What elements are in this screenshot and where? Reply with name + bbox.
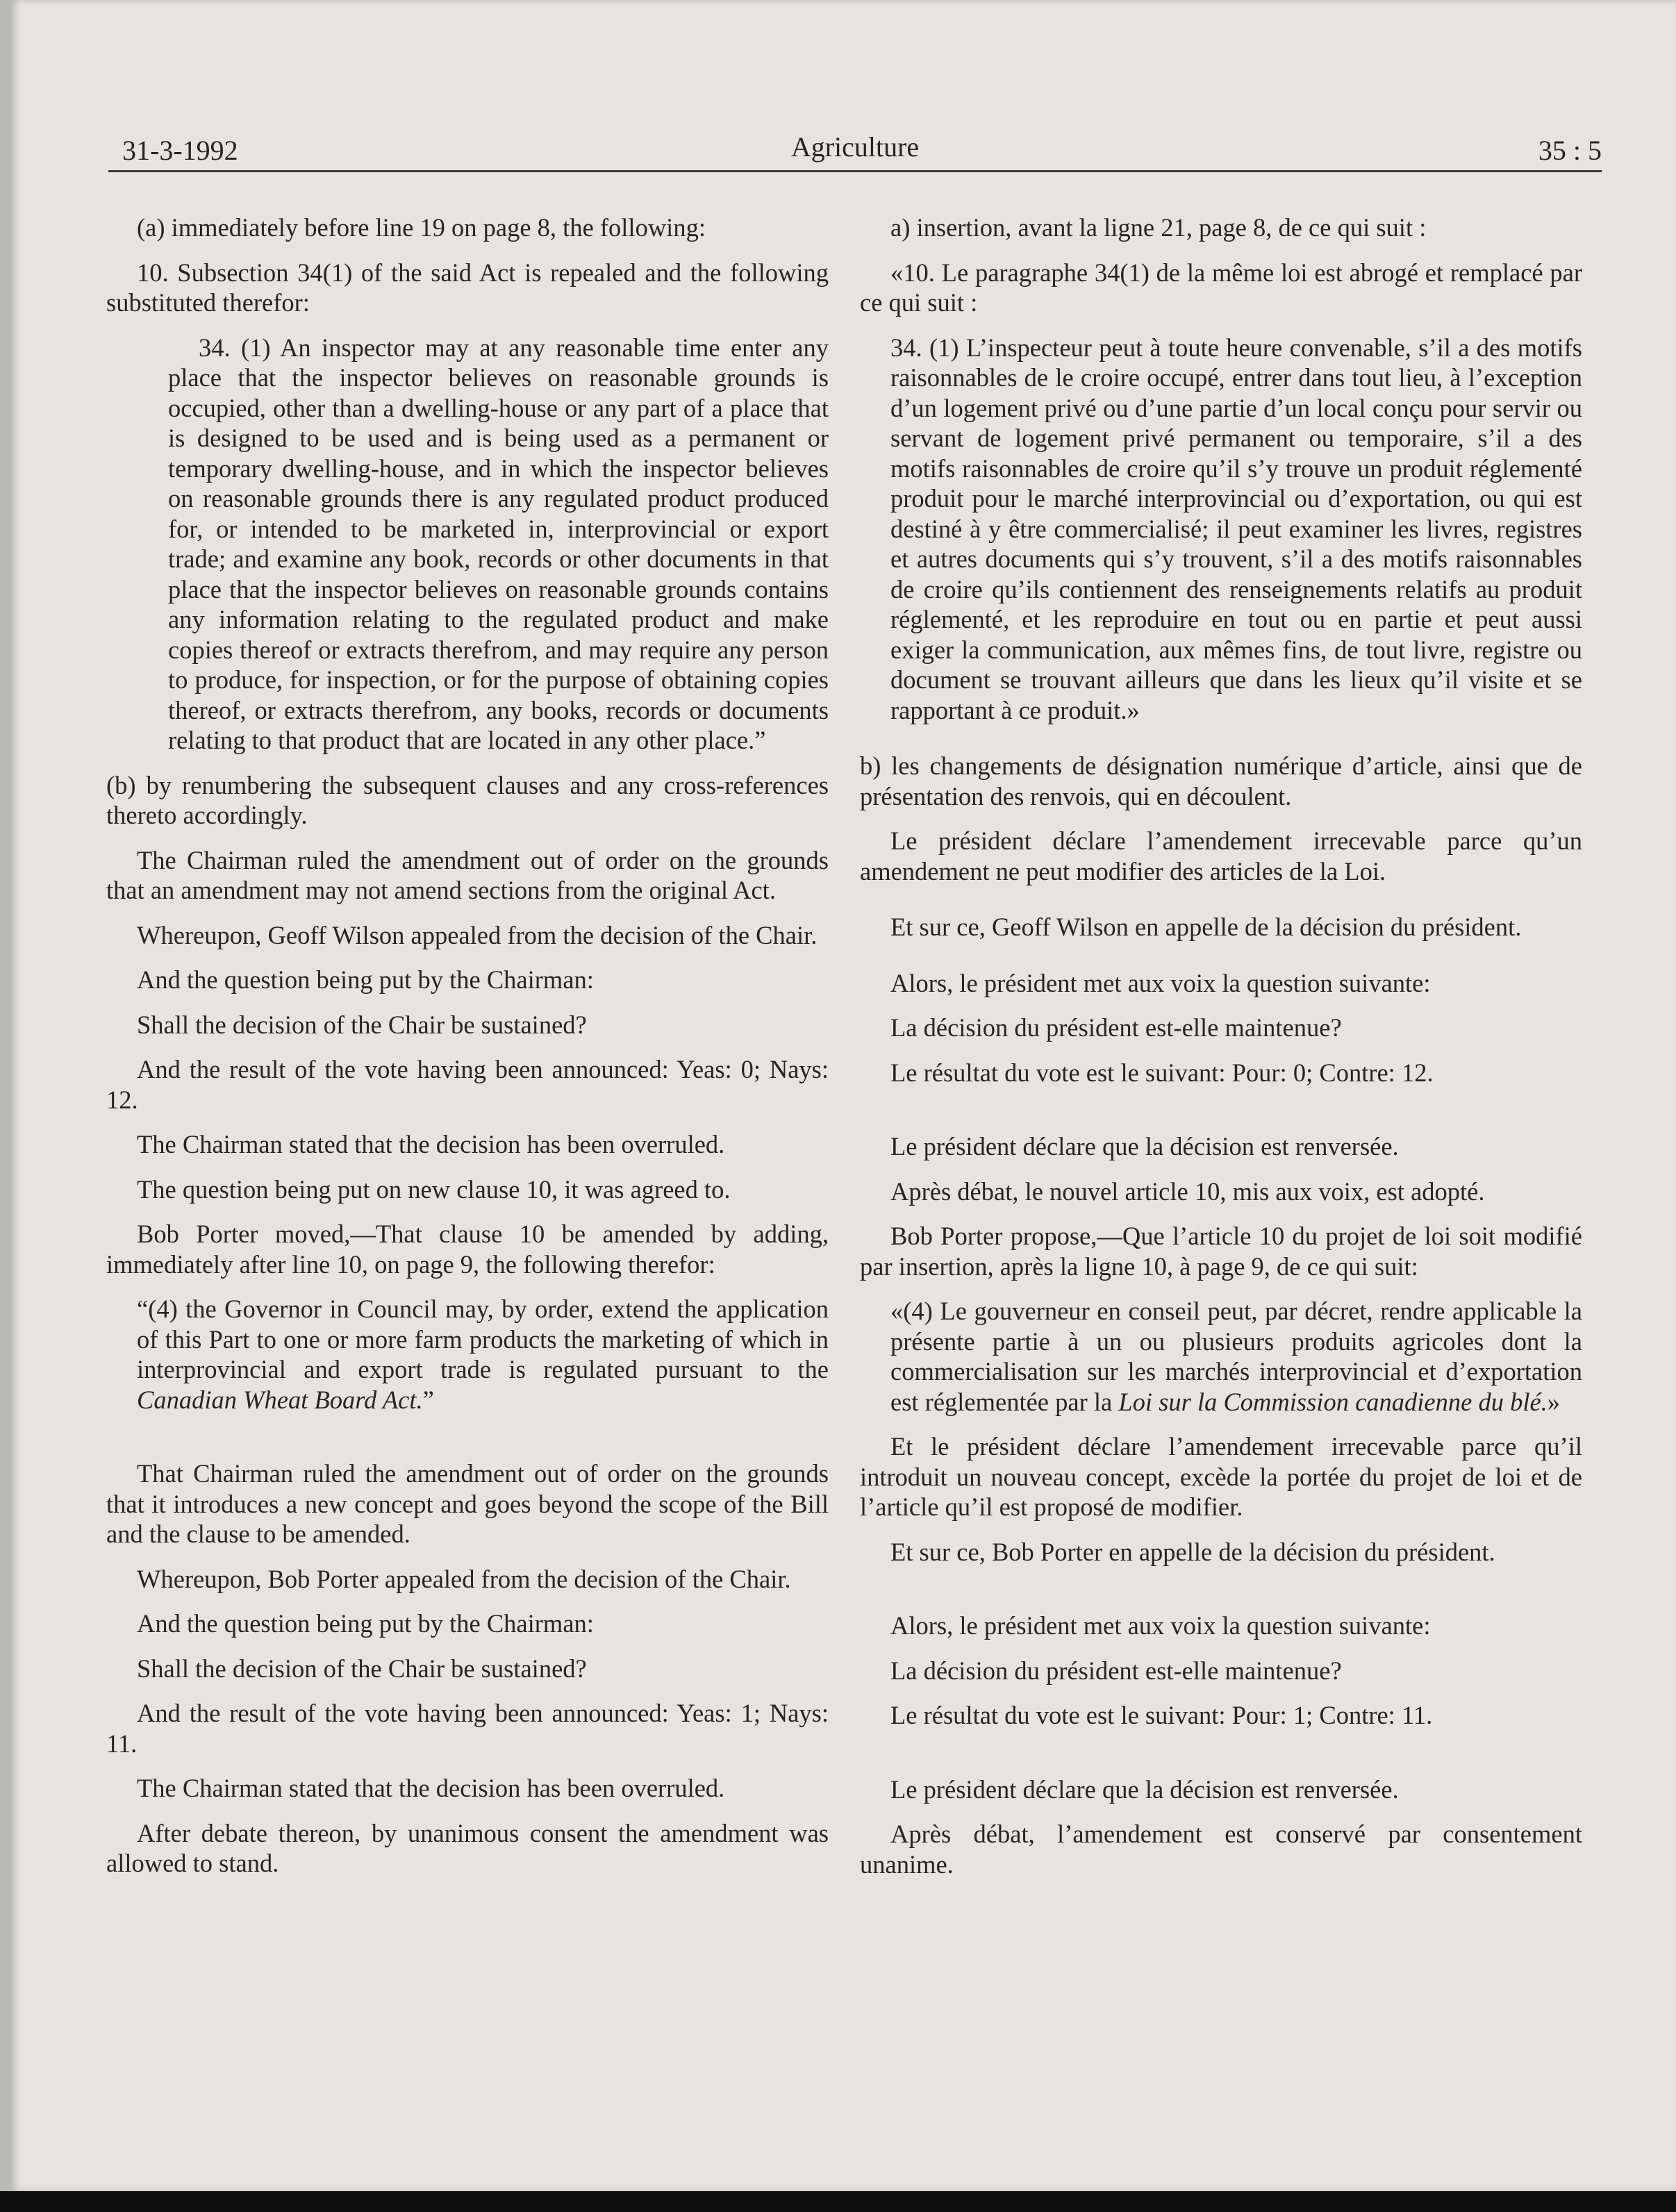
en-clause-10-agreed: The question being put on new clause 10, it was agreed to. — [137, 1174, 731, 1204]
header-page-number: 35 : 5 — [1538, 135, 1602, 166]
en-quoted-section-34: 34. (1) An inspector may at any reasonable time enter any place that the inspector believes on reasonable grounds is occupied, other than a dwelling-house or any part of a place that is designed to be used and is being used as a permanent or temporary dwelling-house, and in which the inspector believes on reasonable grounds there is any regulated product produced for, or intended to be marketed in, interprovincial or export trade; and examine any book, records or other documents in that place that the inspector believes on reasonable grounds contains any information relating to the regulated product and make copies thereof or extracts therefrom, and may require any person to produce, for inspection, or for the purpose of obtaining copies thereof, or extracts therefrom, any books, records or documents relating to that product that are located in any other place.” — [168, 333, 829, 754]
french-column — [860, 213, 1582, 1894]
en-vote-result-1: And the result of the vote having been announced: Yeas: 0; Nays: 12. — [106, 1055, 829, 1114]
en-ruling-1: The Chairman ruled the amendment out of order on the grounds that an amendment may not amend sections from the original Act. — [106, 845, 829, 904]
en-quoted-subsection-4-text: “(4) the Governor in Council may, by order, extend the application of this Part to one or more farm products the marketing of which in interprovincial and export trade is regulated pursuant to the — [137, 1295, 829, 1383]
en-vote-result-2: And the result of the vote having been announced: Yeas: 1; Nays: 11. — [106, 1699, 829, 1758]
fr-question-2: Alors, le président met aux voix la question suivante: — [890, 1611, 1431, 1640]
fr-question-text-1: La décision du président est-elle maintenue? — [890, 1013, 1342, 1042]
en-para-10: 10. Subsection 34(1) of the said Act is repealed and the following substituted therefor: — [106, 258, 829, 317]
fr-closing-quote: » — [1547, 1387, 1561, 1416]
fr-ruling-1: Le président déclare l’amendement irrecevable parce qu’un amendement ne peut modifier des articles de la Loi. — [860, 826, 1582, 885]
en-appeal-2: Whereupon, Bob Porter appealed from the decision of the Chair. — [137, 1564, 791, 1593]
page-header — [108, 128, 1602, 172]
fr-unanimous-consent: Après débat, l’amendement est conservé par consentement unanime. — [860, 1820, 1582, 1879]
fr-overruled-1: Le président déclare que la décision est renversée. — [890, 1132, 1399, 1161]
en-overruled-1: The Chairman stated that the decision has been overruled. — [137, 1130, 725, 1158]
en-porter-motion: Bob Porter moved,—That clause 10 be amended by adding, immediately after line 10, on page 9, the following therefor: — [106, 1220, 829, 1279]
en-act-title: Canadian Wheat Board Act. — [137, 1385, 423, 1414]
english-column — [106, 213, 829, 1893]
fr-appeal-2: Et sur ce, Bob Porter en appelle de la décision du président. — [890, 1537, 1495, 1566]
fr-porter-motion: Bob Porter propose,—Que l’article 10 du projet de loi soit modifié par insertion, après la ligne 10, à page 9, de ce qui suit: — [860, 1222, 1582, 1281]
en-quoted-subsection-4 — [137, 1294, 829, 1415]
en-question-text-2: Shall the decision of the Chair be sustained? — [137, 1654, 587, 1683]
fr-act-title: Loi sur la Commission canadienne du blé. — [1118, 1387, 1548, 1416]
en-question-2: And the question being put by the Chairman: — [137, 1609, 594, 1638]
header-date: 31-3-1992 — [122, 135, 238, 166]
document-page — [11, 0, 1676, 2191]
en-question-1: And the question being put by the Chairman: — [137, 965, 594, 994]
fr-quoted-section-34: 34. (1) L’inspecteur peut à toute heure convenable, s’il a des motifs raisonnables de le croire occupé, entrer dans tout lieu, à l’exception d’un logement privé ou d’une partie d’un local conçu pour servir ou servant de logement privé permanent ou temporaire, s’il a des motifs raisonnables de croire qu’il s’y trouve un produit réglementé produit pour le marché interprovincial ou d’exportation, ou qui est destiné à y être commercialisé; il peut examiner les livres, registres et autres documents qui s’y trouvent, s’il a des motifs raisonnables de croire qu’ils contiennent des renseignements relatifs au produit réglementé, et les reproduire en tout ou en partie et peut aussi exiger la communication, aux mêmes fins, de tout livre, registre ou document se trouvant ailleurs que dans les lieux qu’il visite et se rapportant à ce produit.» — [890, 333, 1582, 724]
en-para-a: (a) immediately before line 19 on page 8, the following: — [137, 213, 706, 242]
fr-question-text-2: La décision du président est-elle maintenue? — [890, 1656, 1342, 1685]
fr-overruled-2: Le président déclare que la décision est renversée. — [890, 1774, 1399, 1804]
en-ruling-2: That Chairman ruled the amendment out of order on the grounds that it introduces a new concept and goes beyond the scope of the Bill and the clause to be amended. — [106, 1459, 829, 1548]
fr-para-10: «10. Le paragraphe 34(1) de la même loi est abrogé et remplacé par ce qui suit : — [860, 258, 1582, 317]
fr-para-b: b) les changements de désignation numérique d’article, ainsi que de présentation des renvois, qui en découlent. — [860, 751, 1582, 810]
en-overruled-2: The Chairman stated that the decision has been overruled. — [137, 1774, 725, 1802]
en-unanimous-consent: After debate thereon, by unanimous consent the amendment was allowed to stand. — [106, 1818, 829, 1877]
en-para-b: (b) by renumbering the subsequent clauses and any cross-references thereto accordingly. — [106, 770, 829, 829]
en-appeal-1: Whereupon, Geoff Wilson appealed from the decision of the Chair. — [137, 920, 818, 949]
fr-vote-result-1: Le résultat du vote est le suivant: Pour: 0; Contre: 12. — [890, 1058, 1434, 1087]
en-question-text-1: Shall the decision of the Chair be sustained? — [137, 1010, 587, 1039]
fr-quoted-subsection-4 — [890, 1296, 1582, 1417]
fr-vote-result-2: Le résultat du vote est le suivant: Pour: 1; Contre: 11. — [890, 1701, 1433, 1729]
fr-appeal-1: Et sur ce, Geoff Wilson en appelle de la décision du président. — [890, 913, 1522, 941]
fr-para-a: a) insertion, avant la ligne 21, page 8, de ce qui suit : — [890, 213, 1427, 242]
fr-question-1: Alors, le président met aux voix la question suivante: — [890, 968, 1431, 997]
header-section-title: Agriculture — [790, 131, 920, 163]
scan-bottom-edge — [0, 2191, 1676, 2212]
fr-quoted-subsection-4-text: «(4) Le gouverneur en conseil peut, par décret, rendre applicable la présente partie à un ou plusieurs produits agricoles dont la commercialisation sur les marchés interprovincial et d’exportation est réglementée par la — [890, 1297, 1582, 1416]
fr-clause-10-agreed: Après débat, le nouvel article 10, mis aux voix, est adopté. — [890, 1176, 1485, 1206]
fr-ruling-2: Et le président déclare l’amendement irrecevable parce qu’il introduit un nouveau concept, excède la portée du projet de loi et de l’article qu’il est proposé de modifier. — [860, 1432, 1582, 1521]
en-closing-quote: ” — [422, 1385, 434, 1414]
